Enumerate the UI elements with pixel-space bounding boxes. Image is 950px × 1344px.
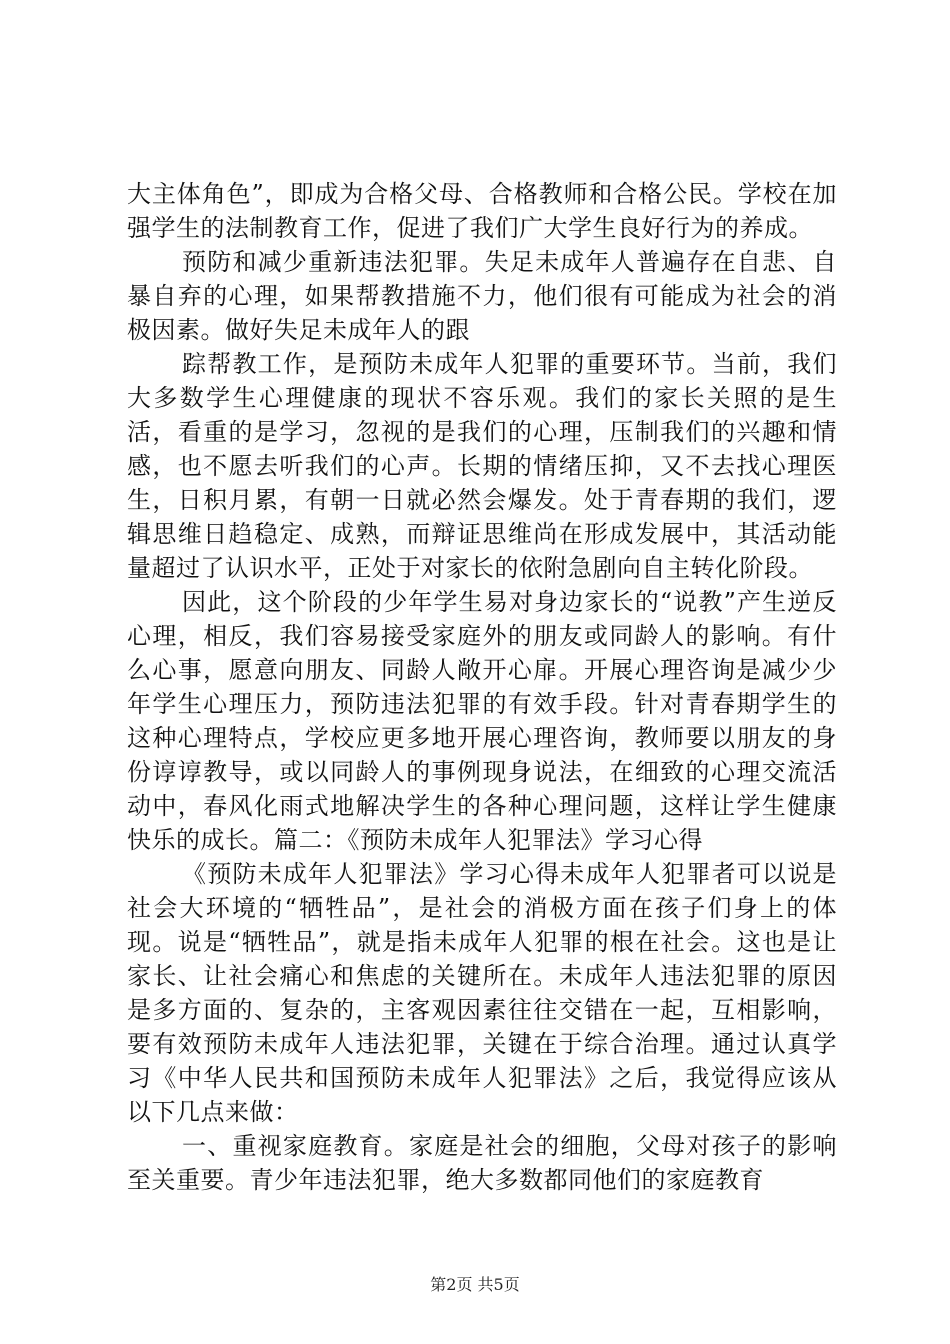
paragraph-3: 踪帮教工作，是预防未成年人犯罪的重要环节。当前，我们大多数学生心理健康的现状不容乐观。我们的家长关照的是生活，看重的是学习，忽视的是我们的心理，压制我们的兴趣和情感，也不愿去听我们的心声。长期的情绪压抑，又不去找心理医生，日积月累，有朝一日就必然会爆发。处于青春期的我们，逻辑思维日趋稳定、成熟，而辩证思维尚在形成发展中，其活动能量超过了认识水平，正处于对家长的依附急剧向自主转化阶段。 [127,350,837,582]
paragraph-2: 预防和减少重新违法犯罪。失足未成年人普遍存在自悲、自暴自弃的心理，如果帮教措施不力，他们很有可能成为社会的消极因素。做好失足未成年人的跟 [127,248,837,344]
paragraph-1: 大主体角色”，即成为合格父母、合格教师和合格公民。学校在加强学生的法制教育工作，促进了我们广大学生良好行为的养成。 [127,180,837,242]
paragraph-5: 《预防未成年人犯罪法》学习心得未成年人犯罪者可以说是社会大环境的“牺牲品”，是社会的消极方面在孩子们身上的体现。说是“牺牲品”，就是指未成年人犯罪的根在社会。这也是让家长、让社会痛心和焦虑的关键所在。未成年人违法犯罪的原因是多方面的、复杂的，主客观因素往往交错在一起，互相影响，要有效预防未成年人违法犯罪，关键在于综合治理。通过认真学习《中华人民共和国预防未成年人犯罪法》之后，我觉得应该从以下几点来做： [127,860,837,1126]
paragraph-4: 因此，这个阶段的少年学生易对身边家长的“说教”产生逆反心理，相反，我们容易接受家庭外的朋友或同龄人的影响。有什么心事，愿意向朋友、同龄人敞开心扉。开展心理咨询是减少少年学生心理压力，预防违法犯罪的有效手段。针对青春期学生的这种心理特点，学校应更多地开展心理咨询，教师要以朋友的身份谆谆教导，或以同龄人的事例现身说法，在细致的心理交流活动中，春风化雨式地解决学生的各种心理问题，这样让学生健康快乐的成长。篇二：《预防未成年人犯罪法》学习心得 [127,588,837,854]
page-number-footer: 第2页 共5页 [430,1275,520,1294]
paragraph-6: 一、重视家庭教育。家庭是社会的细胞，父母对孩子的影响至关重要。青少年违法犯罪，绝大多数都同他们的家庭教育 [127,1132,837,1194]
document-body [127,177,837,1197]
